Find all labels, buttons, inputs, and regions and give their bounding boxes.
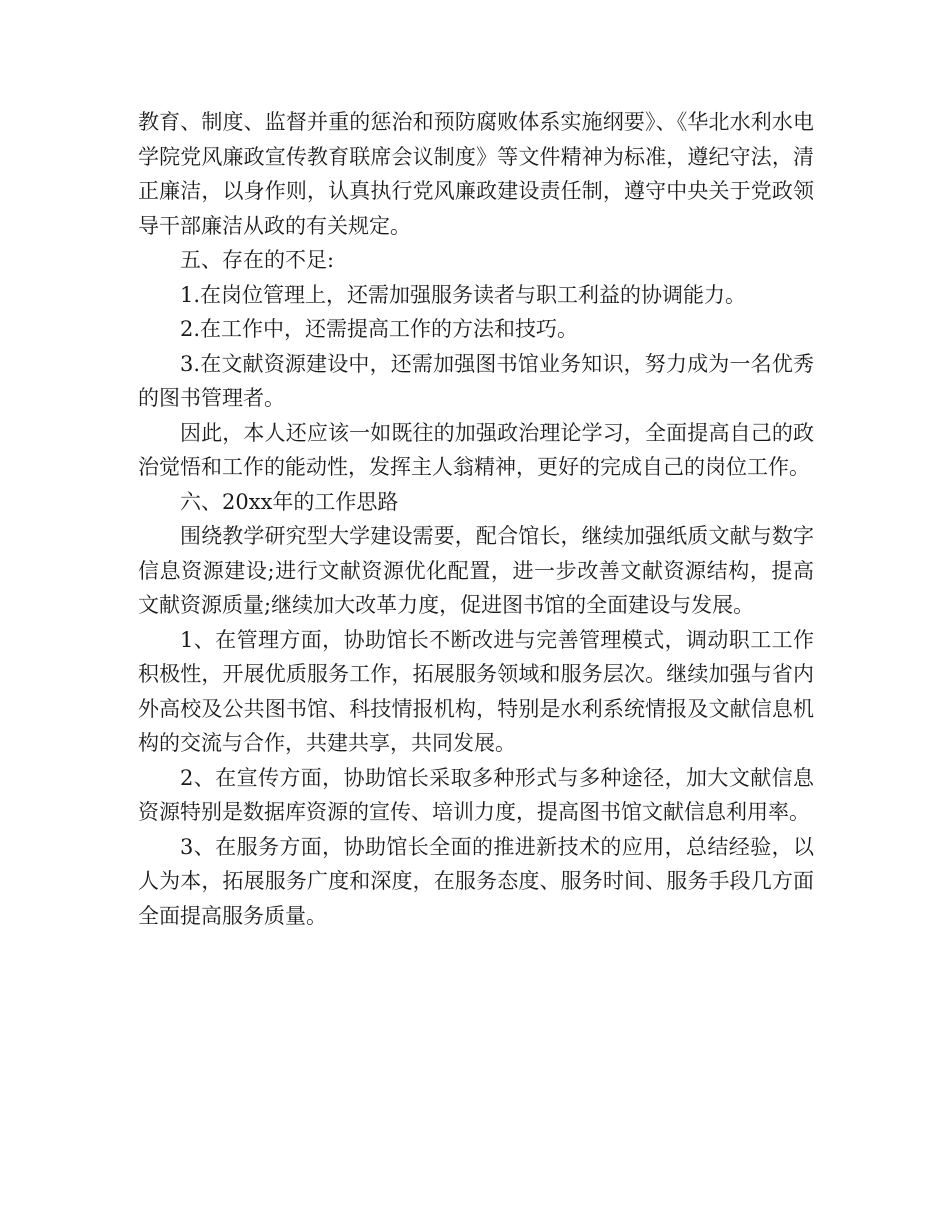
paragraph-continuation: 教育、制度、监督并重的惩治和预防腐败体系实施纲要》、《华北水利水电学院党风廉政宣传教育联席会议制度》等文件精神为标准，遵纪守法，清正廉洁，以身作则，认真执行党风廉政建设责任制，遵守中央关于党政领导干部廉洁从政的有关规定。 xyxy=(138,110,814,238)
paragraph-work-plan-intro: 围绕教学研究型大学建设需要，配合馆长，继续加强纸质文献与数字信息资源建设;进行文献资源优化配置，进一步改善文献资源结构，提高文献资源质量;继续加大改革力度，促进图书馆的全面建设与发展。 xyxy=(138,524,814,617)
list-item-shortcoming-2: 2.在工作中，还需提高工作的方法和技巧。 xyxy=(180,317,579,341)
list-item-service: 3、在服务方面，协助馆长全面的推进新技术的应用，总结经验，以人为本，拓展服务广度和深度，在服务态度、服务时间、服务手段几方面全面提高服务质量。 xyxy=(138,834,814,928)
paragraph-conclusion: 因此，本人还应该一如既往的加强政治理论学习，全面提高自己的政治觉悟和工作的能动性，发挥主人翁精神，更好的完成自己的岗位工作。 xyxy=(138,420,814,479)
section-heading-work-plan: 六、20xx年的工作思路 xyxy=(180,489,399,514)
list-item-management: 1、在管理方面，协助馆长不断改进与完善管理模式，调动职工工作积极性，开展优质服务工作，拓展服务领域和服务层次。继续加强与省内外高校及公共图书馆、科技情报机构，特别是水利系统情报及文献信息机构的交流与合作，共建共享，共同发展。 xyxy=(138,627,814,755)
section-heading-shortcomings: 五、存在的不足: xyxy=(180,248,335,272)
list-item-shortcoming-1: 1.在岗位管理上，还需加强服务读者与职工利益的协调能力。 xyxy=(180,282,747,307)
list-item-shortcoming-3: 3.在文献资源建设中，还需加强图书馆业务知识，努力成为一名优秀的图书管理者。 xyxy=(138,351,814,410)
list-item-publicity: 2、在宣传方面，协助馆长采取多种形式与多种途径，加大文献信息资源特别是数据库资源的宣传、培训力度，提高图书馆文献信息利用率。 xyxy=(138,765,814,824)
